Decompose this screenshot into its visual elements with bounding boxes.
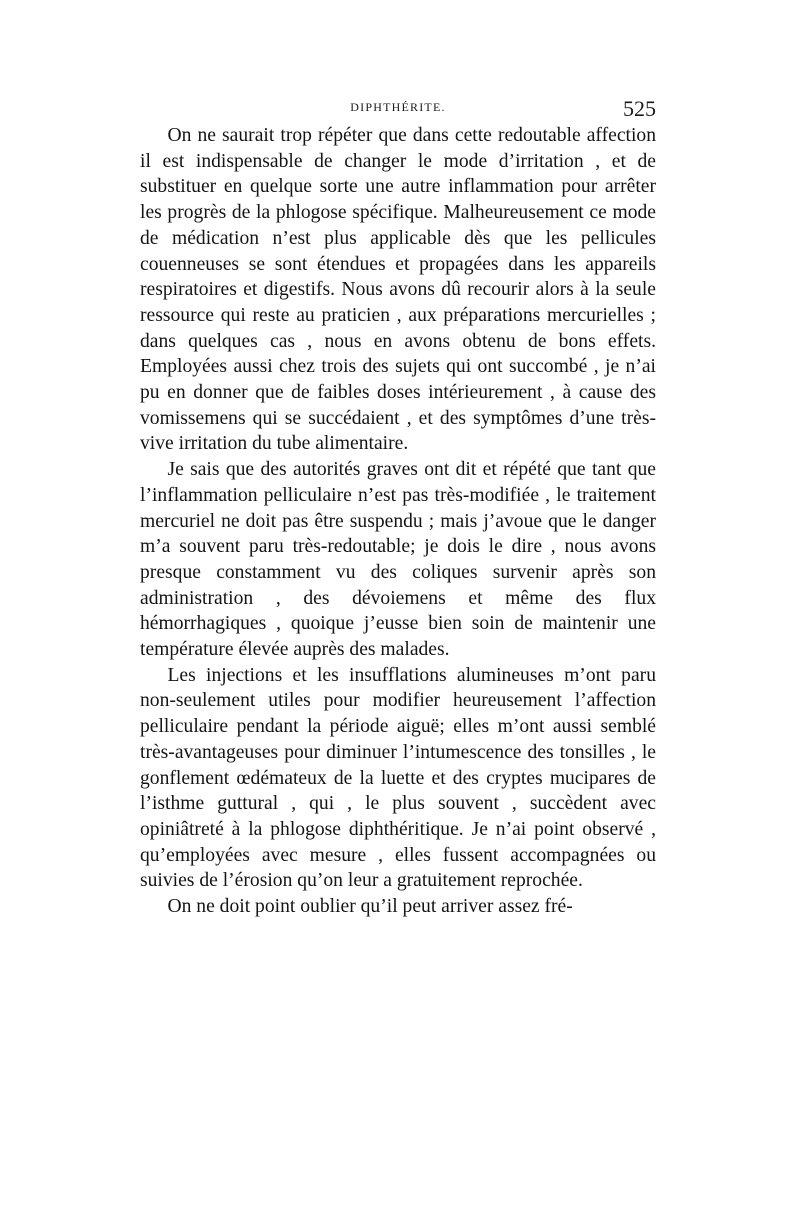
page-number: 525	[623, 96, 656, 121]
paragraph-3: Les injections et les insufflations alumineuses m’ont paru non-seulement utiles pour modifier heureusement l’affection pelliculaire pendant la période aiguë; elles m’ont aussi semblé très-avantageuses pour diminuer l’intumescence des tonsilles , le gonflement œdémateux de la luette et des cryptes mucipares de l’isthme guttural , qui , le plus souvent , succèdent avec opiniâtreté à la phlogose diphthéritique. Je n’ai point observé , qu’employées avec mesure , elles fussent accompagnées ou suivies de l’érosion qu’on leur a gratuitement reprochée.	[140, 664, 656, 892]
paragraph-1: On ne saurait trop répéter que dans cette redoutable affection il est indispensable de changer le mode d’irritation , et de substituer en quelque sorte une autre inflammation pour arrêter les progrès de la phlogose spécifique. Malheureusement ce mode de médication n’est plus applicable dès que les pellicules couenneuses se sont étendues et propagées dans les appareils respiratoires et digestifs. Nous avons dû recourir alors à la seule ressource qui reste au praticien , aux préparations mercurielles ; dans quelques cas , nous en avons obtenu de bons effets. Employées aussi chez trois des sujets qui ont succombé , je n’ai pu en donner que de faibles doses intérieurement , à cause des vomissemens qui se succédaient , et des symptômes d’une très-vive irritation du tube alimentaire.	[140, 125, 656, 455]
body-text	[140, 123, 656, 920]
running-head: DIPHTHÉRITE.	[350, 100, 446, 114]
paragraph-4: On ne doit point oublier qu’il peut arriver assez fré-	[167, 896, 573, 918]
paragraph-2: Je sais que des autorités graves ont dit et répété que tant que l’inflammation pelliculaire n’est pas très-modifiée , le traitement mercuriel ne doit pas être suspendu ; mais j’avoue que le danger m’a souvent paru très-redoutable; je dois le dire , nous avons presque constamment vu des coliques survenir après son administration , des dévoiemens et même des flux hémorrhagiques , quoique j’eusse bien soin de maintenir une température élevée auprès des malades.	[140, 459, 656, 661]
